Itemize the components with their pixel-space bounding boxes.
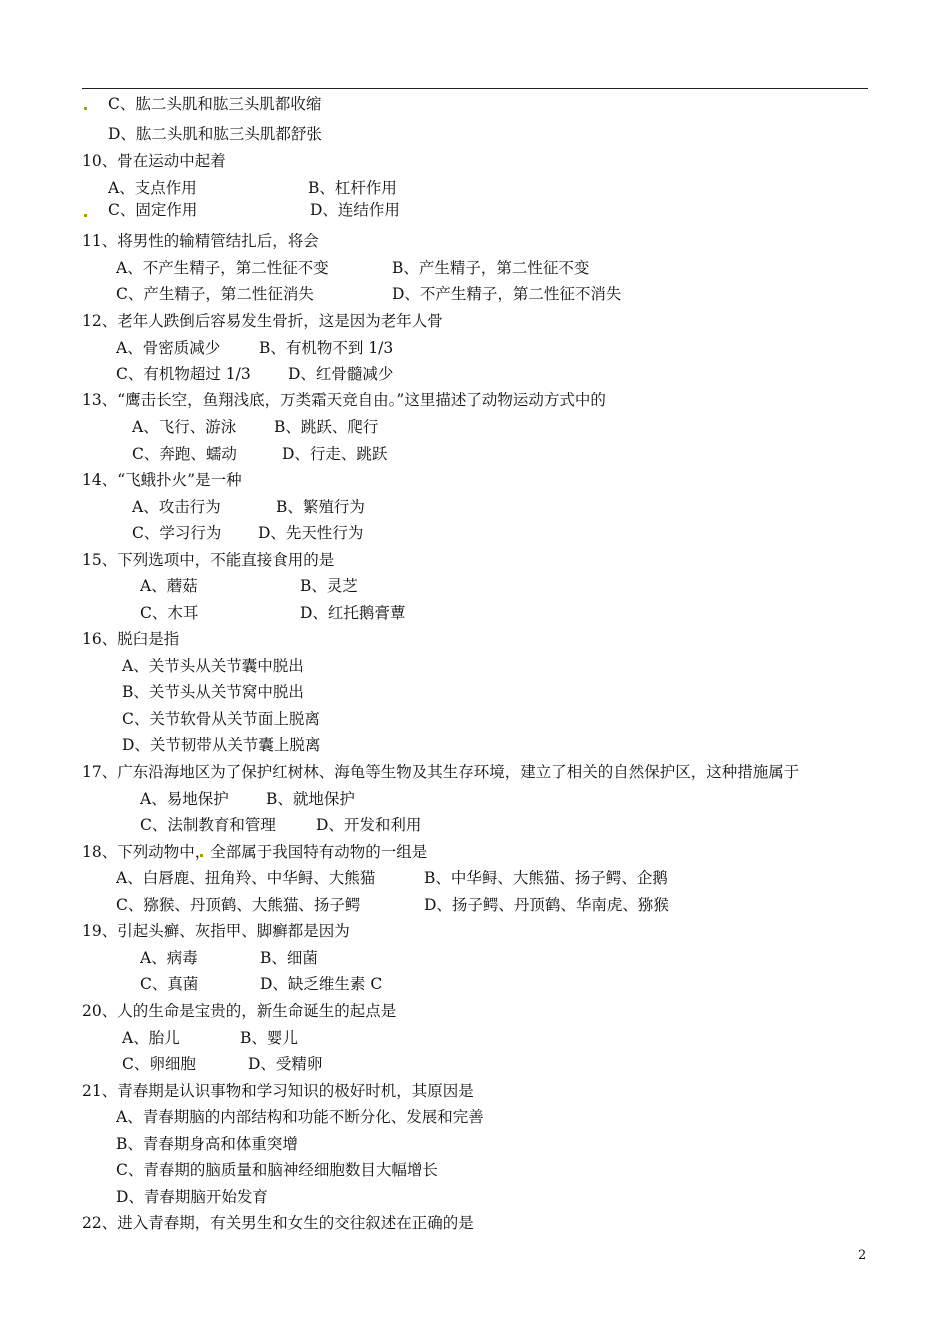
q10-option-d: D、连结作用 bbox=[310, 201, 400, 219]
q11-option-c: C、产生精子，第二性征消失 bbox=[116, 285, 314, 303]
header-rule bbox=[82, 88, 868, 89]
q19-option-c: C、真菌 bbox=[140, 975, 199, 993]
q20-stem: 20、人的生命是宝贵的，新生命诞生的起点是 bbox=[82, 1002, 397, 1020]
q19-stem: 19、引起头癣、灰指甲、脚癣都是因为 bbox=[82, 922, 350, 940]
q11-option-b: B、产生精子，第二性征不变 bbox=[392, 259, 590, 277]
q14-option-b: B、繁殖行为 bbox=[276, 498, 365, 516]
q18-option-d: D、扬子鳄、丹顶鹤、华南虎、猕猴 bbox=[424, 896, 669, 914]
q13-option-b: B、跳跃、爬行 bbox=[274, 418, 379, 436]
stray-mark bbox=[84, 107, 87, 110]
q20-option-b: B、婴儿 bbox=[240, 1029, 298, 1047]
q16-option-d: D、关节韧带从关节囊上脱离 bbox=[122, 736, 321, 754]
q12-option-a: A、骨密质减少 bbox=[116, 339, 221, 357]
q10-option-c: C、固定作用 bbox=[108, 201, 198, 219]
q10-option-b: B、杠杆作用 bbox=[308, 179, 397, 197]
q16-option-b: B、关节头从关节窝中脱出 bbox=[122, 683, 304, 701]
q15-stem: 15、下列选项中，不能直接食用的是 bbox=[82, 551, 335, 569]
q20-option-a: A、胎儿 bbox=[122, 1029, 180, 1047]
q19-option-b: B、细菌 bbox=[260, 949, 318, 967]
q16-stem: 16、脱臼是指 bbox=[82, 630, 180, 648]
q13-option-a: A、飞行、游泳 bbox=[132, 418, 237, 436]
q12-option-d: D、红骨髓减少 bbox=[288, 365, 394, 383]
q21-option-c: C、青春期的脑质量和脑神经细胞数目大幅增长 bbox=[116, 1161, 438, 1179]
q13-option-c: C、奔跑、蠕动 bbox=[132, 445, 237, 463]
q15-option-c: C、木耳 bbox=[140, 604, 199, 622]
q20-option-d: D、受精卵 bbox=[248, 1055, 323, 1073]
q15-option-d: D、红托鹅膏蕈 bbox=[300, 604, 406, 622]
q22-stem: 22、进入青春期，有关男生和女生的交往叙述在正确的是 bbox=[82, 1214, 474, 1232]
q9-option-d: D、肱二头肌和肱三头肌都舒张 bbox=[108, 125, 322, 143]
page-number: 2 bbox=[858, 1248, 867, 1263]
stray-mark bbox=[84, 214, 87, 217]
q13-stem: 13、“鹰击长空，鱼翔浅底，万类霜天竞自由。”这里描述了动物运动方式中的 bbox=[82, 391, 606, 409]
q14-stem: 14、“飞蛾扑火”是一种 bbox=[82, 471, 242, 489]
q16-option-a: A、关节头从关节囊中脱出 bbox=[122, 657, 304, 675]
q18-option-a: A、白唇鹿、扭角羚、中华鲟、大熊猫 bbox=[116, 869, 376, 887]
q18-stem: 18、下列动物中，全部属于我国特有动物的一组是 bbox=[82, 843, 428, 861]
q15-option-b: B、灵芝 bbox=[300, 577, 358, 595]
q18-option-c: C、猕猴、丹顶鹤、大熊猫、扬子鳄 bbox=[116, 896, 361, 914]
q12-stem: 12、老年人跌倒后容易发生骨折，这是因为老年人骨 bbox=[82, 312, 443, 330]
q17-option-d: D、开发和利用 bbox=[316, 816, 422, 834]
q9-option-c: C、肱二头肌和肱三头肌都收缩 bbox=[108, 95, 322, 113]
q12-option-c: C、有机物超过 1/3 bbox=[116, 365, 251, 383]
q14-option-d: D、先天性行为 bbox=[258, 524, 364, 542]
q20-option-c: C、卵细胞 bbox=[122, 1055, 196, 1073]
q21-option-b: B、青春期身高和体重突增 bbox=[116, 1135, 298, 1153]
q11-option-d: D、不产生精子，第二性征不消失 bbox=[392, 285, 622, 303]
q17-option-b: B、就地保护 bbox=[266, 790, 355, 808]
q10-stem: 10、骨在运动中起着 bbox=[82, 152, 226, 170]
q14-option-a: A、攻击行为 bbox=[132, 498, 221, 516]
q13-option-d: D、行走、跳跃 bbox=[282, 445, 388, 463]
q17-option-c: C、法制教育和管理 bbox=[140, 816, 276, 834]
q17-option-a: A、易地保护 bbox=[140, 790, 229, 808]
q11-stem: 11、将男性的输精管结扎后，将会 bbox=[82, 232, 319, 250]
q21-option-d: D、青春期脑开始发育 bbox=[116, 1188, 268, 1206]
q17-stem: 17、广东沿海地区为了保护红树林、海龟等生物及其生存环境，建立了相关的自然保护区，这种措施属于 bbox=[82, 763, 800, 781]
q15-option-a: A、蘑菇 bbox=[140, 577, 198, 595]
q12-option-b: B、有机物不到 1/3 bbox=[259, 339, 394, 357]
q14-option-c: C、学习行为 bbox=[132, 524, 222, 542]
q21-stem: 21、青春期是认识事物和学习知识的极好时机，其原因是 bbox=[82, 1082, 474, 1100]
q19-option-d: D、缺乏维生素 C bbox=[260, 975, 383, 993]
q18-option-b: B、中华鲟、大熊猫、扬子鳄、企鹅 bbox=[424, 869, 668, 887]
q11-option-a: A、不产生精子，第二性征不变 bbox=[116, 259, 329, 277]
q19-option-a: A、病毒 bbox=[140, 949, 198, 967]
q21-option-a: A、青春期脑的内部结构和功能不断分化、发展和完善 bbox=[116, 1108, 484, 1126]
q10-option-a: A、支点作用 bbox=[108, 179, 197, 197]
q16-option-c: C、关节软骨从关节面上脱离 bbox=[122, 710, 320, 728]
